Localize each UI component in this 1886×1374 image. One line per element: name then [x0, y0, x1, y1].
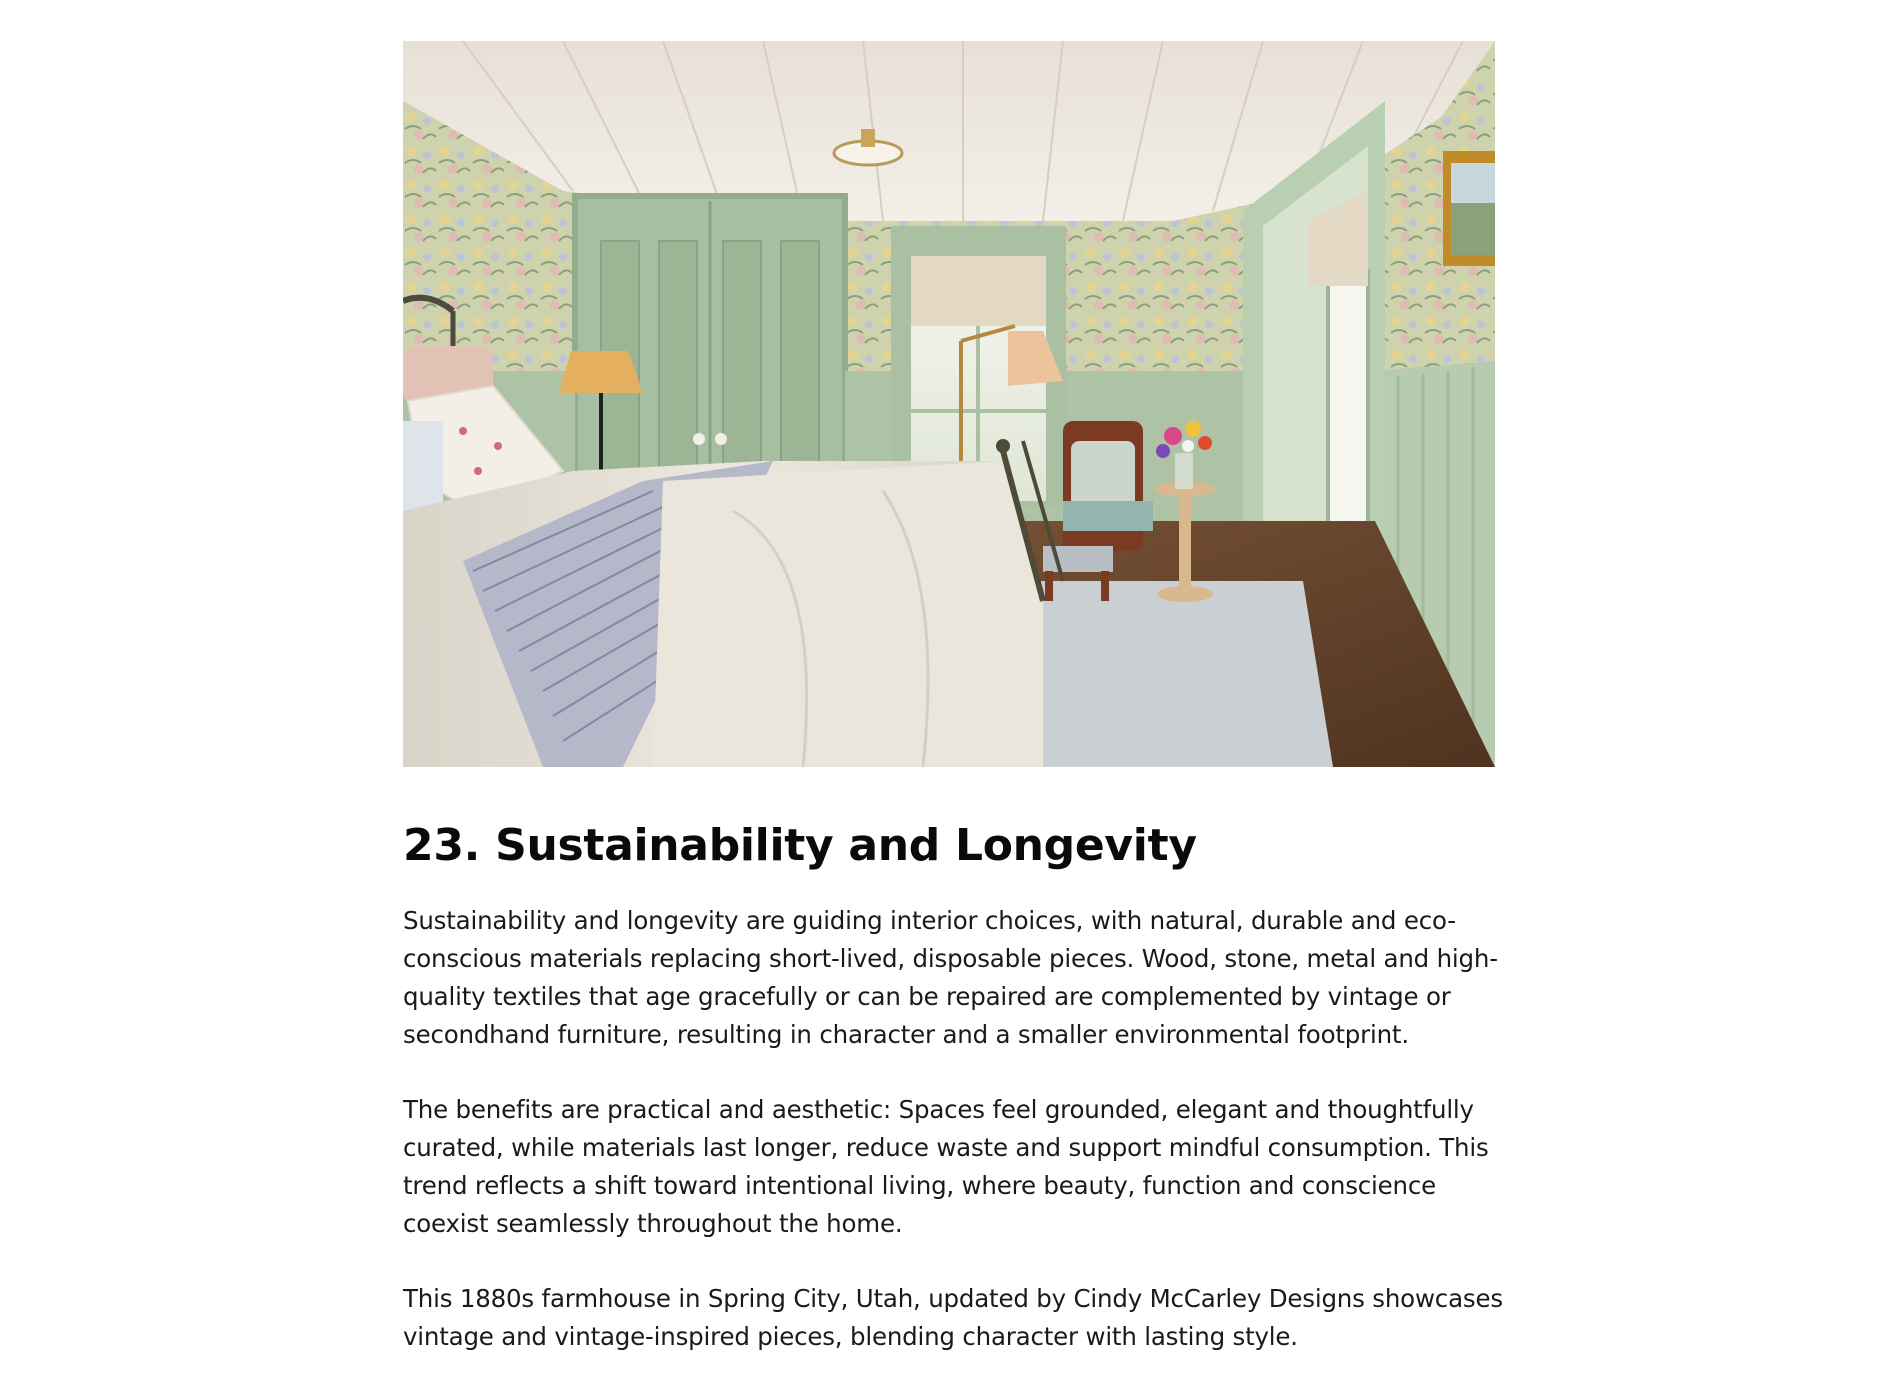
paragraph-intro: Sustainability and longevity are guiding interior choices, with natural, durable and eco-conscious materials replacing short-lived, disposable pieces. Wood, stone, metal and high-quality textiles that age gracefully or can be repaired are complemented by vintage or secondhand furniture, resulting in character and a smaller environmental footprint. [403, 906, 1498, 1049]
paragraph-caption: This 1880s farmhouse in Spring City, Utah, updated by Cindy McCarley Designs showcases vintage and vintage-inspired pieces, blending character with lasting style. [403, 1284, 1503, 1351]
article [403, 41, 1513, 1356]
paragraph-benefits: The benefits are practical and aesthetic: Spaces feel grounded, elegant and thoughtfully curated, while materials last longer, reduce waste and support mindful consumption. This trend reflects a shift toward intentional living, where beauty, function and conscience coexist seamlessly throughout the home. [403, 1095, 1489, 1238]
section-heading: 23. Sustainability and Longevity [403, 820, 1197, 871]
bedroom-photo [403, 41, 1495, 767]
